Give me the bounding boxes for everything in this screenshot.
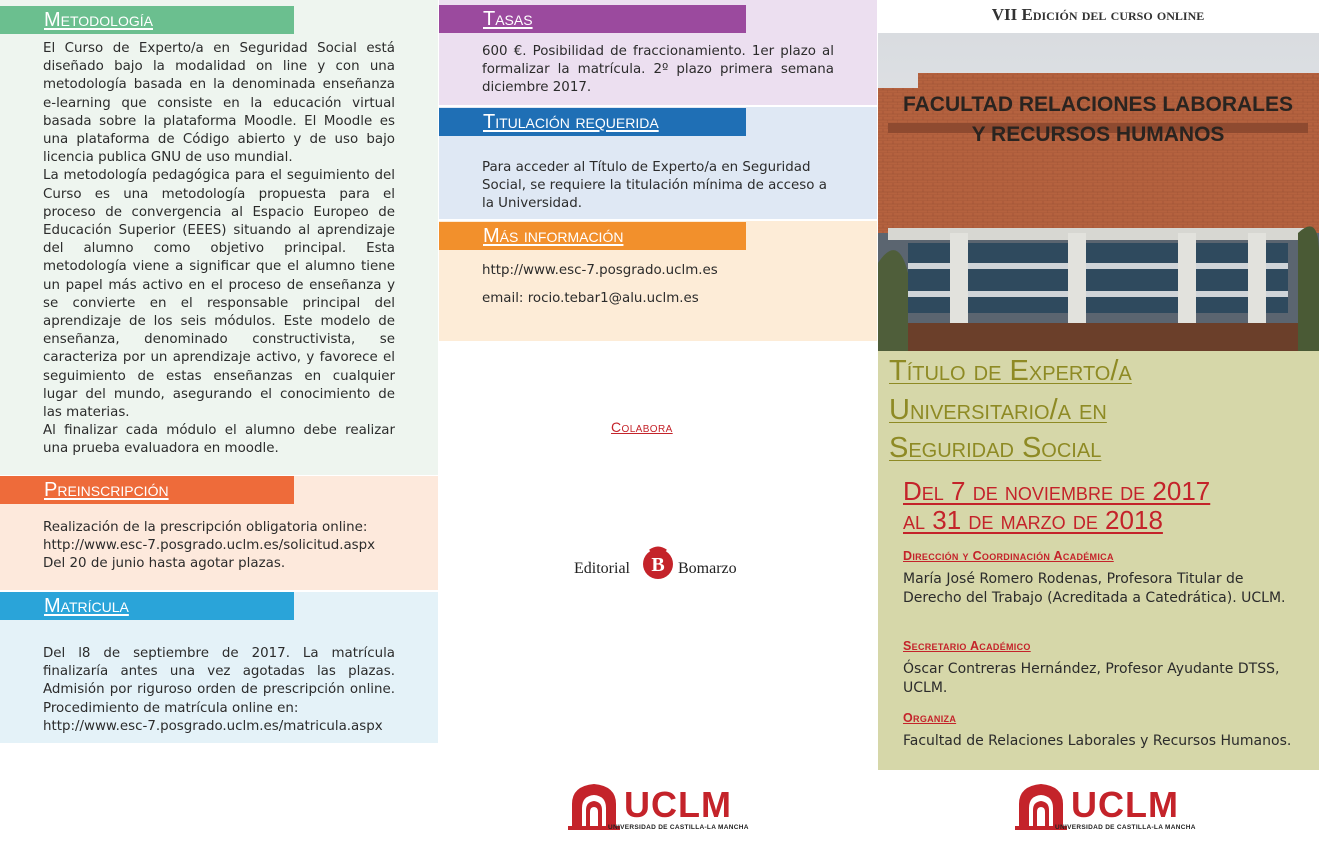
- uclm-arch-icon: [1015, 782, 1067, 830]
- preinscripcion-heading: Preinscripción: [0, 476, 294, 504]
- course-dates-line1: Del 7 de noviembre de 2017: [903, 476, 1211, 506]
- secretario-text: Óscar Contreras Hernández, Profesor Ayudante DTSS, UCLM.: [903, 661, 1280, 696]
- uclm-logo: [1015, 780, 1197, 838]
- course-title-line3: Seguridad Social: [889, 432, 1102, 464]
- bomarzo-label: Bomarzo: [678, 560, 737, 577]
- course-dates: [903, 477, 1313, 535]
- course-dates-line2: al 31 de marzo de 2018: [903, 505, 1163, 535]
- matricula-heading: Matrícula: [0, 592, 294, 620]
- mas-info-email-link[interactable]: email: rocio.tebar1@alu.uclm.es: [482, 291, 699, 306]
- editorial-label: Editorial: [574, 560, 630, 577]
- uclm-subtitle: UNIVERSIDAD DE CASTILLA-LA MANCHA: [608, 824, 749, 831]
- bomarzo-icon: [640, 545, 676, 581]
- svg-text:B: B: [651, 554, 665, 576]
- edicion-heading: VII Edición del curso online: [991, 5, 1205, 24]
- tasas-text: 600 €. Posibilidad de fraccionamiento. 1er plazo al formalizar la matrícula. 2º plazo primera semana diciembre 2017.: [482, 44, 834, 96]
- uclm-wordmark: UCLM: [1071, 784, 1179, 825]
- svg-text:FACULTAD RELACIONES LABORALES: FACULTAD RELACIONES LABORALES: [902, 93, 1294, 116]
- metodologia-heading: Metodología: [0, 6, 294, 34]
- tasas-heading: Tasas: [439, 5, 746, 33]
- course-title-line2: Universitario/a en: [889, 393, 1107, 426]
- colabora-label: Colabora: [611, 419, 673, 435]
- direccion-heading: Dirección y Coordinación Académica: [903, 549, 1114, 563]
- titulacion-text: Para acceder al Título de Experto/a en Seguridad Social, se requiere la titulación mínima de acceso a la Universidad.: [482, 160, 827, 212]
- direccion-text: María José Romero Rodenas, Profesora Titular de Derecho del Trabajo (Acreditada a Catedrática). UCLM.: [903, 571, 1286, 606]
- organiza-text: Facultad de Relaciones Laborales y Recursos Humanos.: [903, 733, 1292, 749]
- matricula-text: Del l8 de septiembre de 2017. La matrícula finalizaría antes una vez agotadas las plazas. Admisión por riguroso orden de prescripción online. Procedimiento de matrícula online en: http://www.esc-7.posgrado.uclm.es/matricula.aspx: [43, 646, 395, 734]
- secretario-heading: Secretario Académico: [903, 639, 1031, 653]
- uclm-wordmark: UCLM: [624, 784, 732, 825]
- svg-text:Y RECURSOS HUMANOS: Y RECURSOS HUMANOS: [971, 123, 1225, 146]
- titulacion-heading: Titulación requerida: [439, 108, 746, 136]
- uclm-arch-icon: [568, 782, 620, 830]
- mas-info-url-link[interactable]: http://www.esc-7.posgrado.uclm.es: [482, 263, 718, 278]
- metodologia-text: El Curso de Experto/a en Seguridad Social está diseñado bajo la modalidad on line y con una metodología basada en la denominada enseñanza e-learning que consiste en la educación virtual basada sobre la plataforma Moodle. El Moodle es una plataforma de Código abierto y de uso bajo licencia publica GNU de uso mundial. La metodología pedagógica para el seguimiento del Curso es una metodología propuesta para el proceso de convergencia al Espacio Europeo de Educación Superior (EEES) situando al aprendizaje del alumno como objetivo principal. Esta metodología viene a significar que el alumno tiene un papel más activo en el proceso de enseñanza y se convierte en el responsable principal del aprendizaje de los seis módulos. Este modelo de enseñanza, denominado constructivista, se caracteriza por un aprendizaje activo, y favorece el seguimiento de estas enseñanzas en cualquier lugar del mundo, asegurando el conocimiento de las materias. Al finalizar cada módulo el alumno debe realizar una prueba evaluadora en moodle.: [43, 41, 395, 457]
- course-title-line1: Título de Experto/a: [889, 355, 1132, 387]
- uclm-subtitle: UNIVERSIDAD DE CASTILLA-LA MANCHA: [1055, 824, 1196, 831]
- editorial-bomarzo-logo: [574, 545, 754, 585]
- uclm-logo: [568, 780, 750, 838]
- faculty-building-photo: [878, 33, 1319, 351]
- organiza-heading: Organiza: [903, 711, 957, 725]
- course-title: [889, 352, 1309, 468]
- preinscripcion-text: Realización de la prescripción obligatoria online: http://www.esc-7.posgrado.uclm.es/solicitud.aspx Del 20 de junio hasta agotar plazas.: [43, 520, 376, 572]
- mas-info-heading: Más información: [439, 222, 746, 250]
